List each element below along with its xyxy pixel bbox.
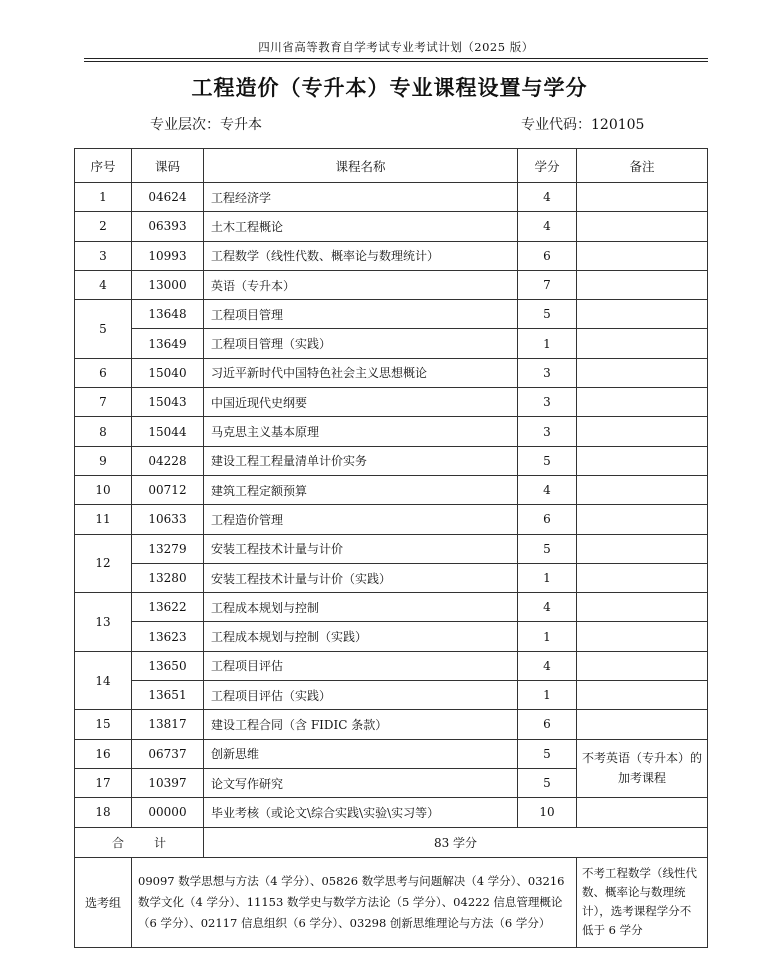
code-cell: 13817 (132, 710, 204, 739)
credit-cell: 1 (518, 329, 577, 358)
code-cell: 10993 (132, 241, 204, 270)
name-cell: 工程成本规划与控制（实践） (204, 622, 518, 651)
credit-cell: 5 (518, 446, 577, 475)
note-cell (577, 300, 708, 329)
seq-cell: 15 (75, 710, 132, 739)
table-row (75, 329, 708, 358)
code-cell: 13623 (132, 622, 204, 651)
major-code: 专业代码：120105 (521, 117, 645, 133)
name-cell: 英语（专升本） (204, 270, 518, 299)
name-cell: 工程项目管理（实践） (204, 329, 518, 358)
note-cell (577, 417, 708, 446)
code-cell: 06393 (132, 212, 204, 241)
credit-cell: 3 (518, 388, 577, 417)
header-rule-2 (84, 61, 708, 62)
seq-cell: 4 (75, 270, 132, 299)
credit-cell: 3 (518, 417, 577, 446)
name-cell: 建设工程工程量清单计价实务 (204, 446, 518, 475)
seq-cell: 9 (75, 446, 132, 475)
seq-cell: 18 (75, 798, 132, 827)
seq-cell: 6 (75, 358, 132, 387)
table-row (75, 739, 708, 768)
credit-cell: 7 (518, 270, 577, 299)
name-cell: 工程成本规划与控制 (204, 593, 518, 622)
table-row (75, 183, 708, 212)
credit-cell: 4 (518, 651, 577, 680)
table-row (75, 300, 708, 329)
table-row (75, 388, 708, 417)
elective-note: 不考工程数学（线性代数、概率论与数理统计），选考课程学分不低于 6 学分 (577, 857, 708, 947)
seq-cell: 2 (75, 212, 132, 241)
note-cell (577, 183, 708, 212)
code-cell: 13648 (132, 300, 204, 329)
note-cell (577, 798, 708, 827)
note-cell (577, 563, 708, 592)
code-cell: 10633 (132, 505, 204, 534)
name-cell: 土木工程概论 (204, 212, 518, 241)
seq-cell: 3 (75, 241, 132, 270)
elective-courses: 09097 数学思想与方法（4 学分）、05826 数学思考与问题解决（4 学分）、03216 数学文化（4 学分）、11153 数学史与数学方法论（5 学分）、04222 信息管理概论（6 学分）、02117 信息组织（6 学分）、03298 创新思维理论与方法（6 学分） (132, 857, 577, 947)
note-cell (577, 505, 708, 534)
header-note: 备注 (577, 149, 708, 183)
course-table (74, 148, 708, 948)
credit-cell: 4 (518, 593, 577, 622)
name-cell: 工程造价管理 (204, 505, 518, 534)
name-cell: 工程数学（线性代数、概率论与数理统计） (204, 241, 518, 270)
credit-cell: 5 (518, 534, 577, 563)
credit-cell: 4 (518, 183, 577, 212)
seq-cell: 8 (75, 417, 132, 446)
note-cell (577, 534, 708, 563)
credit-cell: 5 (518, 300, 577, 329)
seq-cell: 11 (75, 505, 132, 534)
code-cell: 13280 (132, 563, 204, 592)
name-cell: 马克思主义基本原理 (204, 417, 518, 446)
credit-cell: 1 (518, 563, 577, 592)
table-row (75, 563, 708, 592)
seq-cell: 14 (75, 651, 132, 710)
total-value: 83 学分 (204, 827, 708, 857)
name-cell: 论文写作研究 (204, 768, 518, 797)
table-row (75, 446, 708, 475)
name-cell: 习近平新时代中国特色社会主义思想概论 (204, 358, 518, 387)
note-cell (577, 622, 708, 651)
header-credit: 学分 (518, 149, 577, 183)
name-cell: 工程项目评估（实践） (204, 681, 518, 710)
credit-cell: 3 (518, 358, 577, 387)
total-label: 合计 (75, 827, 204, 857)
credit-cell: 6 (518, 710, 577, 739)
note-cell (577, 710, 708, 739)
seq-cell: 5 (75, 300, 132, 359)
name-cell: 建筑工程定额预算 (204, 475, 518, 504)
code-cell: 04228 (132, 446, 204, 475)
table-row (75, 358, 708, 387)
table-row (75, 475, 708, 504)
code-cell: 13622 (132, 593, 204, 622)
code-cell: 13650 (132, 651, 204, 680)
elective-label: 选考组 (75, 857, 132, 947)
credit-cell: 1 (518, 681, 577, 710)
seq-cell: 1 (75, 183, 132, 212)
seq-cell: 17 (75, 768, 132, 797)
plan-header: 四川省高等教育自学考试专业考试计划（2025 版） (258, 40, 534, 54)
note-cell (577, 388, 708, 417)
header-name: 课程名称 (204, 149, 518, 183)
credit-cell: 6 (518, 505, 577, 534)
code-cell: 00000 (132, 798, 204, 827)
code-cell: 15044 (132, 417, 204, 446)
name-cell: 工程经济学 (204, 183, 518, 212)
header-rule (84, 58, 708, 59)
name-cell: 创新思维 (204, 739, 518, 768)
name-cell: 建设工程合同（含 FIDIC 条款） (204, 710, 518, 739)
extra-course-note: 不考英语（专升本）的加考课程 (577, 739, 708, 798)
credit-cell: 5 (518, 739, 577, 768)
credit-cell: 4 (518, 475, 577, 504)
code-cell: 00712 (132, 475, 204, 504)
total-row (75, 827, 708, 857)
note-cell (577, 651, 708, 680)
table-row (75, 505, 708, 534)
elective-row (75, 857, 708, 947)
note-cell (577, 475, 708, 504)
name-cell: 工程项目评估 (204, 651, 518, 680)
note-cell (577, 681, 708, 710)
page-title: 工程造价（专升本）专业课程设置与学分 (191, 75, 588, 100)
header-seq: 序号 (75, 149, 132, 183)
major-level: 专业层次：专升本 (150, 117, 262, 133)
code-cell: 13279 (132, 534, 204, 563)
table-row (75, 417, 708, 446)
name-cell: 工程项目管理 (204, 300, 518, 329)
table-header-row (75, 149, 708, 183)
note-cell (577, 270, 708, 299)
note-cell (577, 241, 708, 270)
credit-cell: 10 (518, 798, 577, 827)
seq-cell: 12 (75, 534, 132, 593)
name-cell: 中国近现代史纲要 (204, 388, 518, 417)
seq-cell: 7 (75, 388, 132, 417)
code-cell: 13649 (132, 329, 204, 358)
code-cell: 10397 (132, 768, 204, 797)
code-cell: 04624 (132, 183, 204, 212)
credit-cell: 4 (518, 212, 577, 241)
code-cell: 13000 (132, 270, 204, 299)
note-cell (577, 358, 708, 387)
seq-cell: 13 (75, 593, 132, 652)
name-cell: 安装工程技术计量与计价（实践） (204, 563, 518, 592)
seq-cell: 10 (75, 475, 132, 504)
code-cell: 06737 (132, 739, 204, 768)
table-row (75, 270, 708, 299)
table-row (75, 212, 708, 241)
credit-cell: 1 (518, 622, 577, 651)
table-row (75, 241, 708, 270)
note-cell (577, 593, 708, 622)
table-row (75, 534, 708, 563)
note-cell (577, 446, 708, 475)
code-cell: 15043 (132, 388, 204, 417)
code-cell: 13651 (132, 681, 204, 710)
header-code: 课码 (132, 149, 204, 183)
note-cell (577, 212, 708, 241)
table-row (75, 593, 708, 622)
table-row (75, 651, 708, 680)
table-row (75, 681, 708, 710)
table-row (75, 710, 708, 739)
note-cell (577, 329, 708, 358)
name-cell: 毕业考核（或论文\综合实践\实验\实习等） (204, 798, 518, 827)
table-row (75, 798, 708, 827)
seq-cell: 16 (75, 739, 132, 768)
credit-cell: 6 (518, 241, 577, 270)
name-cell: 安装工程技术计量与计价 (204, 534, 518, 563)
table-row (75, 622, 708, 651)
credit-cell: 5 (518, 768, 577, 797)
code-cell: 15040 (132, 358, 204, 387)
